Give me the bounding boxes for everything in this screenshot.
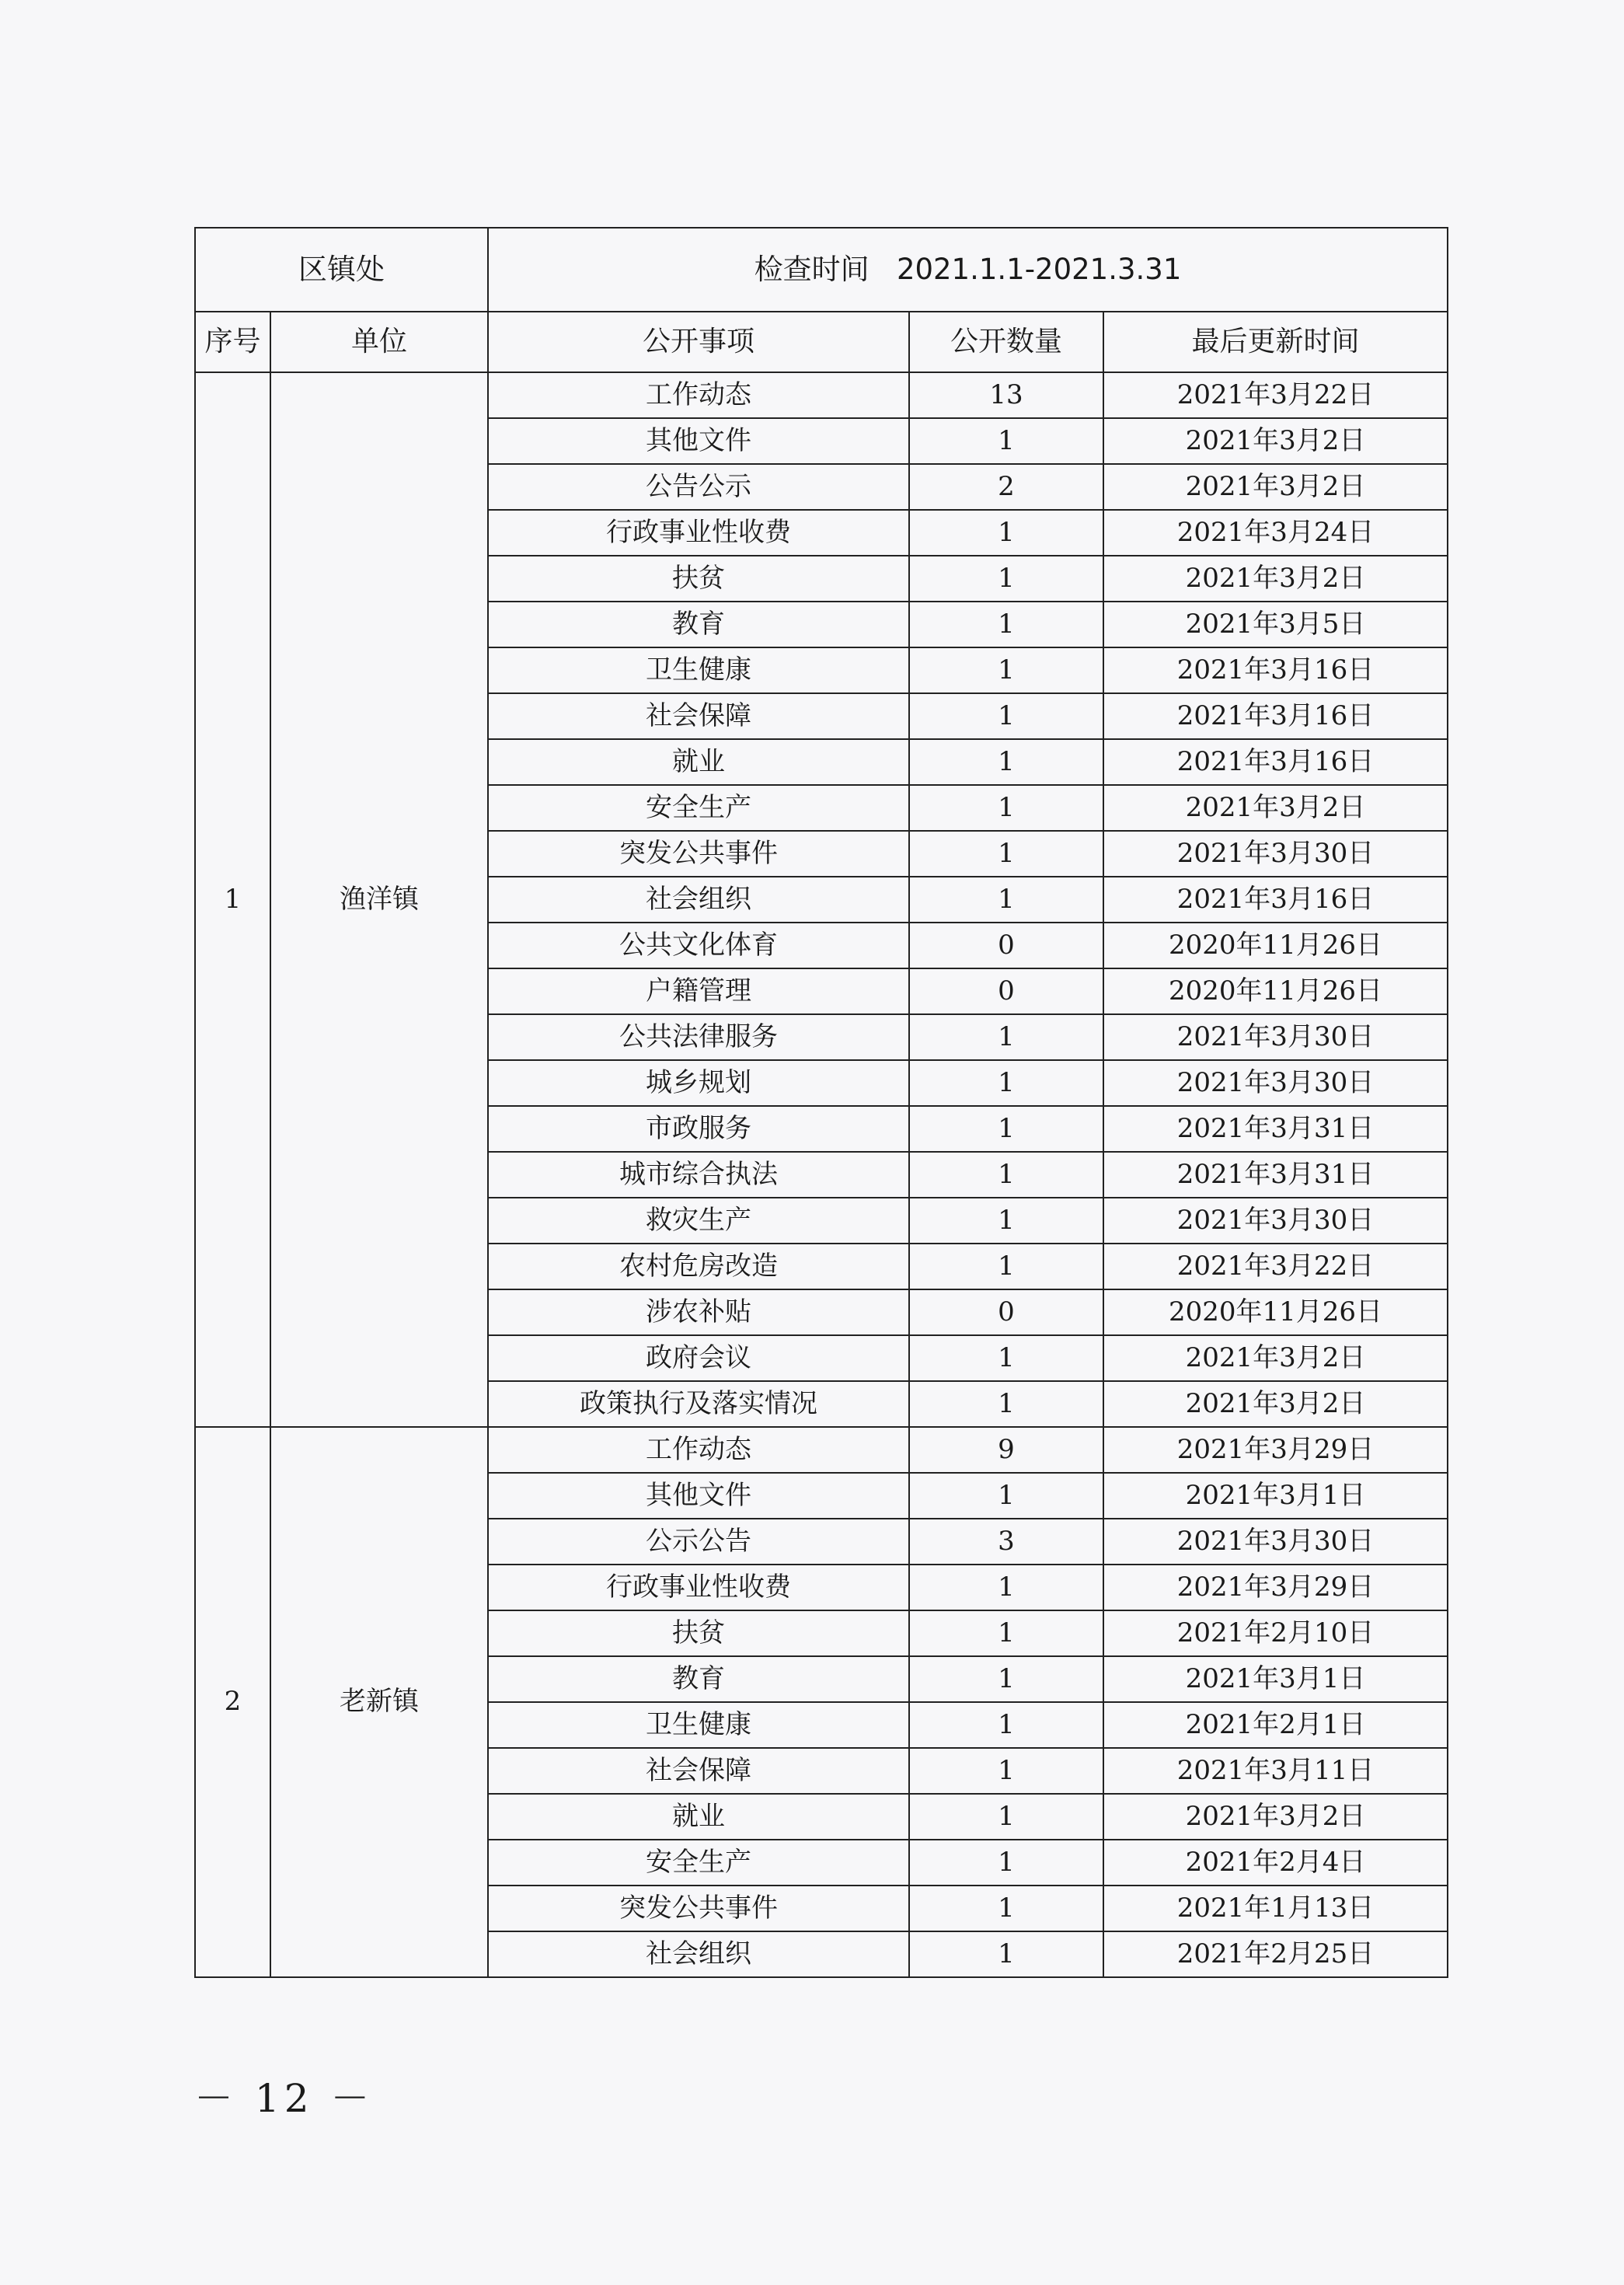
item-cell: 市政服务 [488, 1106, 909, 1152]
count-cell: 1 [909, 785, 1103, 831]
item-cell: 政策执行及落实情况 [488, 1381, 909, 1427]
count-cell: 1 [909, 693, 1103, 739]
count-cell: 1 [909, 1794, 1103, 1840]
updated-cell: 2021年3月29日 [1103, 1427, 1448, 1473]
count-cell: 1 [909, 1152, 1103, 1198]
count-cell: 1 [909, 1060, 1103, 1106]
count-cell: 1 [909, 1610, 1103, 1656]
updated-cell: 2021年3月31日 [1103, 1152, 1448, 1198]
updated-cell: 2021年3月5日 [1103, 602, 1448, 647]
item-cell: 公告公示 [488, 464, 909, 510]
count-cell: 2 [909, 464, 1103, 510]
item-cell: 户籍管理 [488, 968, 909, 1014]
item-cell: 教育 [488, 602, 909, 647]
updated-cell: 2020年11月26日 [1103, 1289, 1448, 1335]
count-cell: 0 [909, 1289, 1103, 1335]
region-label: 区镇处 [195, 228, 488, 312]
item-cell: 安全生产 [488, 1840, 909, 1886]
item-cell: 公共文化体育 [488, 923, 909, 968]
updated-cell: 2021年3月29日 [1103, 1565, 1448, 1610]
count-cell: 1 [909, 1473, 1103, 1519]
count-cell: 1 [909, 1565, 1103, 1610]
table-row [195, 372, 1448, 418]
updated-cell: 2021年2月25日 [1103, 1931, 1448, 1977]
updated-cell: 2021年3月31日 [1103, 1106, 1448, 1152]
item-cell: 就业 [488, 1794, 909, 1840]
updated-cell: 2021年3月16日 [1103, 693, 1448, 739]
item-cell: 卫生健康 [488, 647, 909, 693]
item-cell: 行政事业性收费 [488, 1565, 909, 1610]
column-header-row [195, 312, 1448, 372]
check-period-cell [488, 228, 1448, 312]
count-cell: 1 [909, 1840, 1103, 1886]
count-cell: 1 [909, 1886, 1103, 1931]
group-seq-cell: 1 [195, 372, 270, 1427]
count-cell: 1 [909, 1702, 1103, 1748]
item-cell: 就业 [488, 739, 909, 785]
updated-cell: 2021年3月16日 [1103, 877, 1448, 923]
count-cell: 1 [909, 556, 1103, 602]
table-row [195, 1427, 1448, 1473]
count-cell: 3 [909, 1519, 1103, 1565]
updated-cell: 2021年1月13日 [1103, 1886, 1448, 1931]
item-cell: 工作动态 [488, 372, 909, 418]
title-row [195, 228, 1448, 312]
updated-cell: 2021年3月2日 [1103, 464, 1448, 510]
item-cell: 公示公告 [488, 1519, 909, 1565]
item-cell: 行政事业性收费 [488, 510, 909, 556]
count-cell: 1 [909, 877, 1103, 923]
column-header-seq: 序号 [195, 312, 270, 372]
updated-cell: 2021年3月11日 [1103, 1748, 1448, 1794]
disclosure-table [194, 227, 1448, 1978]
item-cell: 卫生健康 [488, 1702, 909, 1748]
count-cell: 1 [909, 739, 1103, 785]
disclosure-table-sheet [194, 227, 1447, 1978]
item-cell: 教育 [488, 1656, 909, 1702]
updated-cell: 2021年3月2日 [1103, 785, 1448, 831]
count-cell: 1 [909, 831, 1103, 877]
updated-cell: 2021年3月2日 [1103, 556, 1448, 602]
item-cell: 政府会议 [488, 1335, 909, 1381]
group-unit-cell: 老新镇 [270, 1427, 488, 1977]
count-cell: 1 [909, 647, 1103, 693]
count-cell: 1 [909, 1198, 1103, 1244]
item-cell: 涉农补贴 [488, 1289, 909, 1335]
count-cell: 0 [909, 968, 1103, 1014]
updated-cell: 2021年2月4日 [1103, 1840, 1448, 1886]
item-cell: 突发公共事件 [488, 1886, 909, 1931]
column-header-updated: 最后更新时间 [1103, 312, 1448, 372]
updated-cell: 2021年2月1日 [1103, 1702, 1448, 1748]
item-cell: 社会保障 [488, 1748, 909, 1794]
check-period: 2021.1.1-2021.3.31 [896, 252, 1182, 286]
updated-cell: 2021年3月1日 [1103, 1473, 1448, 1519]
updated-cell: 2021年3月30日 [1103, 1014, 1448, 1060]
updated-cell: 2021年3月30日 [1103, 831, 1448, 877]
updated-cell: 2021年3月16日 [1103, 647, 1448, 693]
updated-cell: 2021年2月10日 [1103, 1610, 1448, 1656]
updated-cell: 2021年3月22日 [1103, 1244, 1448, 1289]
count-cell: 1 [909, 1014, 1103, 1060]
item-cell: 其他文件 [488, 418, 909, 464]
item-cell: 公共法律服务 [488, 1014, 909, 1060]
updated-cell: 2021年3月2日 [1103, 418, 1448, 464]
count-cell: 13 [909, 372, 1103, 418]
item-cell: 社会保障 [488, 693, 909, 739]
count-cell: 9 [909, 1427, 1103, 1473]
check-label: 检查时间 [754, 252, 870, 286]
column-header-item: 公开事项 [488, 312, 909, 372]
count-cell: 1 [909, 1244, 1103, 1289]
updated-cell: 2021年3月2日 [1103, 1794, 1448, 1840]
updated-cell: 2021年3月22日 [1103, 372, 1448, 418]
item-cell: 扶贫 [488, 556, 909, 602]
updated-cell: 2021年3月1日 [1103, 1656, 1448, 1702]
column-header-count: 公开数量 [909, 312, 1103, 372]
item-cell: 其他文件 [488, 1473, 909, 1519]
item-cell: 社会组织 [488, 877, 909, 923]
item-cell: 安全生产 [488, 785, 909, 831]
count-cell: 1 [909, 1656, 1103, 1702]
item-cell: 城乡规划 [488, 1060, 909, 1106]
count-cell: 0 [909, 923, 1103, 968]
updated-cell: 2021年3月30日 [1103, 1519, 1448, 1565]
column-header-unit: 单位 [270, 312, 488, 372]
count-cell: 1 [909, 1381, 1103, 1427]
updated-cell: 2020年11月26日 [1103, 968, 1448, 1014]
updated-cell: 2021年3月2日 [1103, 1335, 1448, 1381]
updated-cell: 2021年3月24日 [1103, 510, 1448, 556]
count-cell: 1 [909, 1931, 1103, 1977]
count-cell: 1 [909, 602, 1103, 647]
group-seq-cell: 2 [195, 1427, 270, 1977]
page-number: － 12 － [194, 2076, 375, 2121]
updated-cell: 2021年3月30日 [1103, 1060, 1448, 1106]
count-cell: 1 [909, 1748, 1103, 1794]
count-cell: 1 [909, 1335, 1103, 1381]
updated-cell: 2021年3月30日 [1103, 1198, 1448, 1244]
item-cell: 扶贫 [488, 1610, 909, 1656]
count-cell: 1 [909, 510, 1103, 556]
updated-cell: 2021年3月2日 [1103, 1381, 1448, 1427]
item-cell: 工作动态 [488, 1427, 909, 1473]
item-cell: 城市综合执法 [488, 1152, 909, 1198]
group-unit-cell: 渔洋镇 [270, 372, 488, 1427]
updated-cell: 2020年11月26日 [1103, 923, 1448, 968]
item-cell: 突发公共事件 [488, 831, 909, 877]
item-cell: 救灾生产 [488, 1198, 909, 1244]
count-cell: 1 [909, 418, 1103, 464]
item-cell: 农村危房改造 [488, 1244, 909, 1289]
item-cell: 社会组织 [488, 1931, 909, 1977]
count-cell: 1 [909, 1106, 1103, 1152]
updated-cell: 2021年3月16日 [1103, 739, 1448, 785]
